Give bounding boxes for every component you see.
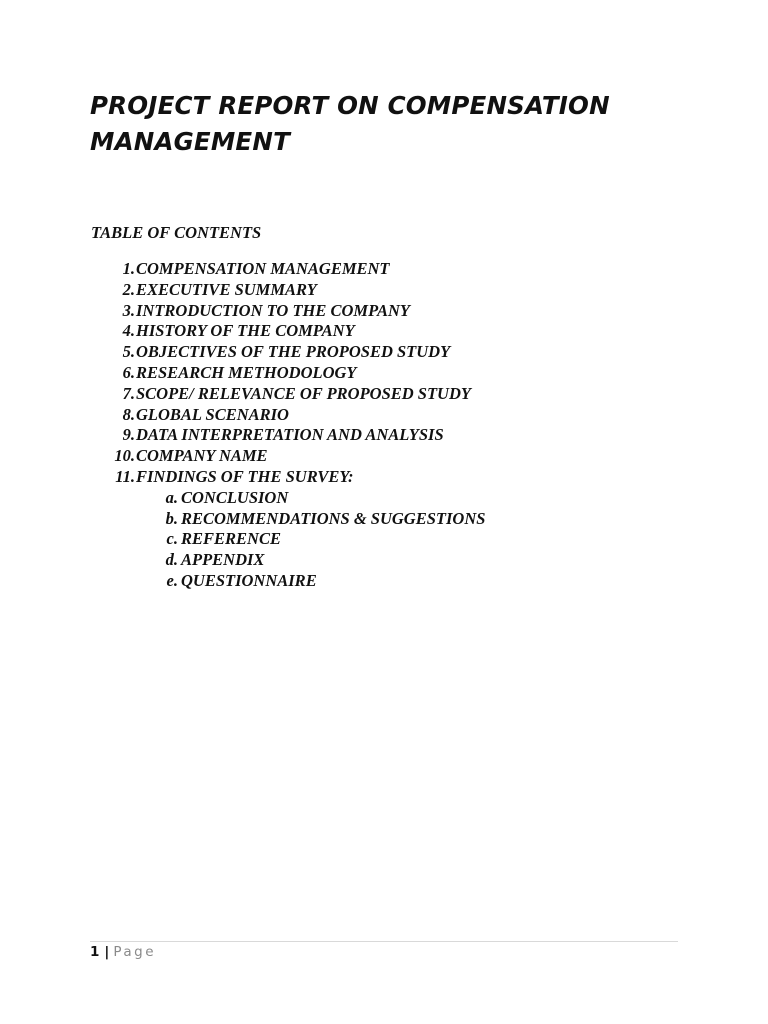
toc-item-text: EXECUTIVE SUMMARY	[136, 279, 317, 299]
toc-heading: TABLE OF CONTENTS	[91, 223, 262, 242]
toc-subitem	[110, 529, 485, 550]
toc-subitem-text: RECOMMENDATIONS & SUGGESTIONS	[181, 508, 486, 528]
toc-list	[110, 259, 485, 592]
toc-item-text: HISTORY OF THE COMPANY	[136, 321, 355, 341]
toc-item	[110, 301, 485, 322]
toc-item-text: INTRODUCTION TO THE COMPANY	[136, 300, 410, 320]
toc-subitem-text: REFERENCE	[181, 529, 281, 549]
toc-item	[110, 467, 485, 488]
toc-item-text: COMPENSATION MANAGEMENT	[136, 259, 390, 278]
toc-item-text: RESEARCH METHODOLOGY	[136, 362, 357, 382]
toc-subitem-letter: b.	[165, 508, 178, 528]
toc-item-number: 4.	[122, 321, 135, 341]
toc-subitem	[110, 550, 485, 571]
title-line-1: PROJECT REPORT ON COMPENSATION	[90, 91, 610, 120]
toc-item-number: 5.	[122, 342, 135, 362]
footer-separator: |	[104, 944, 110, 960]
page-number: 1	[90, 944, 100, 960]
toc-item	[110, 259, 485, 280]
toc-item-number: 1.	[122, 259, 135, 278]
toc-item	[110, 425, 485, 446]
toc-item-number: 11.	[115, 466, 135, 486]
toc-item	[110, 446, 485, 467]
toc-item	[110, 405, 485, 426]
toc-item	[110, 280, 485, 301]
toc-item-number: 9.	[122, 425, 135, 445]
toc-item-text: COMPANY NAME	[136, 446, 268, 466]
footer-divider	[90, 941, 678, 942]
toc-item-number: 2.	[122, 279, 135, 299]
toc-subitem-text: CONCLUSION	[181, 487, 289, 507]
toc-item-text: FINDINGS OF THE SURVEY:	[136, 466, 354, 486]
toc-subitem	[110, 509, 485, 530]
toc-subitem-text: APPENDIX	[181, 550, 265, 570]
toc-item	[110, 384, 485, 405]
toc-item-text: GLOBAL SCENARIO	[136, 404, 289, 424]
toc-item-number: 10.	[114, 446, 135, 466]
toc-item-number: 7.	[122, 383, 135, 403]
toc-subitem-letter: a.	[165, 487, 178, 507]
toc-item-text: SCOPE/ RELEVANCE OF PROPOSED STUDY	[136, 383, 471, 403]
toc-item	[110, 363, 485, 384]
toc-subitem	[110, 488, 485, 509]
toc-subitem-text: QUESTIONNAIRE	[181, 570, 317, 590]
page-label: Page	[113, 944, 157, 960]
toc-item-text: OBJECTIVES OF THE PROPOSED STUDY	[136, 342, 451, 362]
toc-item-text: DATA INTERPRETATION AND ANALYSIS	[136, 425, 444, 445]
document-title	[90, 88, 690, 160]
toc-item	[110, 321, 485, 342]
toc-item-number: 6.	[122, 362, 135, 382]
toc-item-number: 8.	[122, 404, 135, 424]
toc-subitem-letter: c.	[166, 529, 178, 549]
title-line-2: MANAGEMENT	[90, 127, 290, 156]
toc-item	[110, 342, 485, 363]
toc-subitem-letter: e.	[166, 570, 178, 590]
page-footer	[90, 943, 156, 961]
toc-item-number: 3.	[122, 300, 135, 320]
toc-subitem-letter: d.	[165, 550, 178, 570]
toc-subitem	[110, 571, 485, 592]
